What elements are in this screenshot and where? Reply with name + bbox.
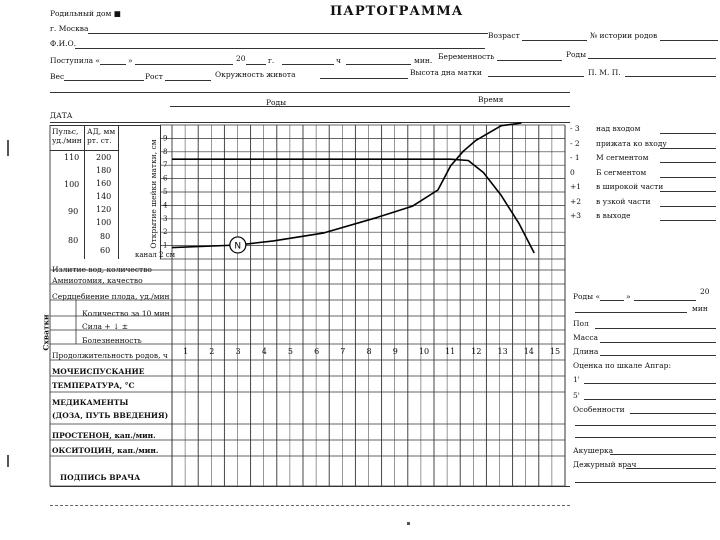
- features-line-3[interactable]: [575, 437, 716, 438]
- fundus-label: Высота дна матки: [410, 68, 482, 77]
- maternity-home-label: Родильный дом ■: [50, 9, 121, 18]
- features-label: Особенности: [573, 405, 625, 414]
- pain-label: Болезненность: [82, 336, 142, 345]
- pulse-tick: 80: [68, 236, 79, 245]
- legend-text: над входом: [596, 124, 641, 133]
- length-line[interactable]: [600, 355, 716, 356]
- duration-number: 6: [314, 347, 320, 356]
- duration-label: Продолжительность родов, ч: [52, 351, 168, 360]
- legend-text: в широкой части: [596, 182, 664, 191]
- dilation-tick: 9: [163, 134, 168, 143]
- duration-number: 15: [549, 347, 561, 356]
- dilation-tick: 3: [163, 214, 168, 223]
- signature-line[interactable]: [50, 486, 570, 487]
- legend-line: [660, 148, 716, 149]
- legend-code: - 2: [570, 138, 580, 148]
- legend-text: в выходе: [596, 211, 631, 220]
- admitted-hour-suffix: ч: [336, 56, 341, 65]
- births-year: 20: [700, 287, 710, 296]
- dilation-axis-label: Открытие шейки матки, см: [149, 139, 158, 249]
- water-discharge-label: Излитие вод, количество: [52, 265, 152, 274]
- midwife-label: Акушерка: [573, 446, 614, 455]
- admitted-min-suffix: мин.: [414, 56, 433, 65]
- admitted-year: 20: [236, 54, 246, 63]
- prostenon-label: ПРОСТЕНОН, кап./мин.: [52, 431, 156, 440]
- duration-number: 7: [340, 347, 346, 356]
- bp-tick: 200: [96, 153, 112, 162]
- city-label: г. Москва: [50, 24, 89, 33]
- sex-label: Пол: [573, 319, 589, 328]
- mass-label: Масса: [573, 333, 599, 342]
- duty-doctor-line[interactable]: [626, 468, 716, 469]
- births-min: мин: [692, 304, 708, 313]
- legend-text: Б сегментом: [596, 167, 647, 177]
- births-month-line[interactable]: [634, 300, 696, 301]
- admitted-year-suffix: г.: [268, 56, 275, 65]
- date-label: ДАТА: [50, 111, 73, 120]
- channel-label: канал 2 см: [135, 251, 176, 259]
- apgar-5-label: 5': [573, 391, 580, 400]
- admitted-day-close: »: [128, 56, 133, 65]
- legend-text: М сегментом: [596, 153, 649, 162]
- length-label: Длина: [573, 347, 599, 356]
- history-label: № истории родов: [590, 31, 658, 40]
- fio-label: Ф.И.О.: [50, 39, 77, 48]
- pregnancy-label: Беременность: [438, 52, 495, 61]
- duration-number: 4: [261, 347, 267, 356]
- bp-header: АД, мм рт. ст.: [87, 127, 116, 145]
- dilation-tick: 5: [163, 188, 168, 196]
- apgar-1-line[interactable]: [584, 383, 716, 384]
- pulse-tick: 90: [68, 207, 79, 216]
- temperature-label: ТЕМПЕРАТУРА, °С: [52, 381, 135, 390]
- right-bottom-line: [575, 482, 716, 483]
- heartbeat-label: Сердцебиение плода, уд./мин: [52, 292, 170, 301]
- dilation-tick: 8: [163, 147, 168, 156]
- births-count-label: Роды: [566, 50, 587, 59]
- apgar-1-label: 1': [573, 375, 580, 384]
- weight-label: Вес: [50, 72, 65, 81]
- bp-tick: 60: [100, 246, 111, 255]
- duration-number: 3: [235, 347, 241, 356]
- legend-line: [660, 220, 716, 221]
- urination-label: МОЧЕИСПУСКАНИЕ: [52, 367, 145, 376]
- medications-label: МЕДИКАМЕНТЫ: [52, 398, 129, 407]
- dilation-tick: 7: [163, 161, 168, 170]
- bp-tick: 80: [100, 232, 111, 241]
- bp-tick: 140: [96, 192, 112, 201]
- duration-number: 10: [418, 347, 430, 356]
- pulse-header: Пульс, уд./мин: [52, 127, 82, 145]
- duration-number: 11: [445, 347, 456, 356]
- births-label: Роды: [266, 98, 287, 107]
- contractions-strength-label: Сила + ↓ ±: [82, 322, 128, 331]
- legend-text: прижата ко входу: [596, 138, 667, 148]
- bp-tick: 120: [96, 205, 112, 214]
- births-date-close: »: [626, 292, 631, 301]
- legend-line: [660, 177, 716, 178]
- pulse-tick: 110: [64, 153, 80, 162]
- duration-number: 5: [287, 347, 293, 356]
- apgar-5-line[interactable]: [584, 399, 716, 400]
- dilation-tick: 4: [163, 201, 168, 210]
- start-marker-label: N: [234, 241, 242, 252]
- bp-tick: 180: [96, 166, 112, 175]
- duration-number: 2: [209, 347, 215, 356]
- age-label: Возраст: [488, 31, 520, 40]
- duration-number: 1: [183, 347, 189, 356]
- admitted-label: Поступила «: [50, 56, 101, 65]
- legend-code: 0: [570, 167, 575, 177]
- births-day-line[interactable]: [600, 300, 624, 301]
- births-time-line[interactable]: [575, 312, 687, 313]
- legend-code: - 1: [570, 153, 580, 162]
- births-date-label: Роды «: [573, 292, 601, 301]
- legend-code: +3: [570, 211, 582, 220]
- features-line-2[interactable]: [575, 425, 716, 426]
- midwife-line[interactable]: [610, 454, 716, 455]
- duration-number: 8: [366, 347, 372, 356]
- page-title: ПАРТОГРАММА: [330, 4, 464, 19]
- contractions-count-label: Количество за 10 мин: [82, 309, 170, 318]
- features-line[interactable]: [630, 413, 716, 414]
- duration-number: 14: [523, 347, 534, 356]
- series-2-line: [172, 159, 534, 253]
- sex-line[interactable]: [595, 328, 716, 329]
- bp-tick: 100: [96, 218, 112, 227]
- legend-code: +2: [570, 196, 582, 206]
- abdomen-label: Окружность живота: [215, 70, 296, 79]
- legend-line: [660, 206, 716, 207]
- legend-line: [660, 133, 716, 134]
- legend-code: - 3: [570, 124, 580, 133]
- dilation-tick: 6: [163, 174, 168, 183]
- duty-doctor-label: Дежурный врач: [573, 460, 637, 469]
- legend-line: [660, 162, 716, 163]
- legend-line: [660, 191, 716, 192]
- apgar-label: Оценка по шкале Апгар:: [573, 361, 671, 370]
- duration-number: 13: [497, 347, 508, 356]
- dilation-tick: 2: [163, 228, 168, 237]
- bottom-line: [50, 505, 570, 506]
- amniotomy-label: Амниотомия, качество: [52, 276, 143, 285]
- height-label: Рост: [145, 72, 163, 81]
- mass-line[interactable]: [600, 342, 716, 343]
- legend-text: в узкой части: [596, 196, 651, 206]
- oxytocin-label: ОКСИТОЦИН, кап./мин.: [52, 446, 159, 455]
- contractions-side-label: Схватки: [41, 314, 51, 351]
- medications-dose-label: (ДОЗА, ПУТЬ ВВЕДЕНИЯ): [52, 411, 169, 420]
- legend-code: +1: [570, 182, 582, 191]
- pulse-tick: 100: [64, 180, 80, 189]
- duration-number: 9: [392, 347, 398, 356]
- duration-number: 12: [471, 347, 482, 356]
- time-label: Время: [478, 95, 504, 104]
- bp-tick: 160: [96, 179, 112, 188]
- dilation-tick: 1: [163, 241, 168, 250]
- doctor-signature-label: ПОДПИСЬ ВРАЧА: [60, 473, 141, 482]
- pmp-label: П. М. П.: [588, 68, 621, 77]
